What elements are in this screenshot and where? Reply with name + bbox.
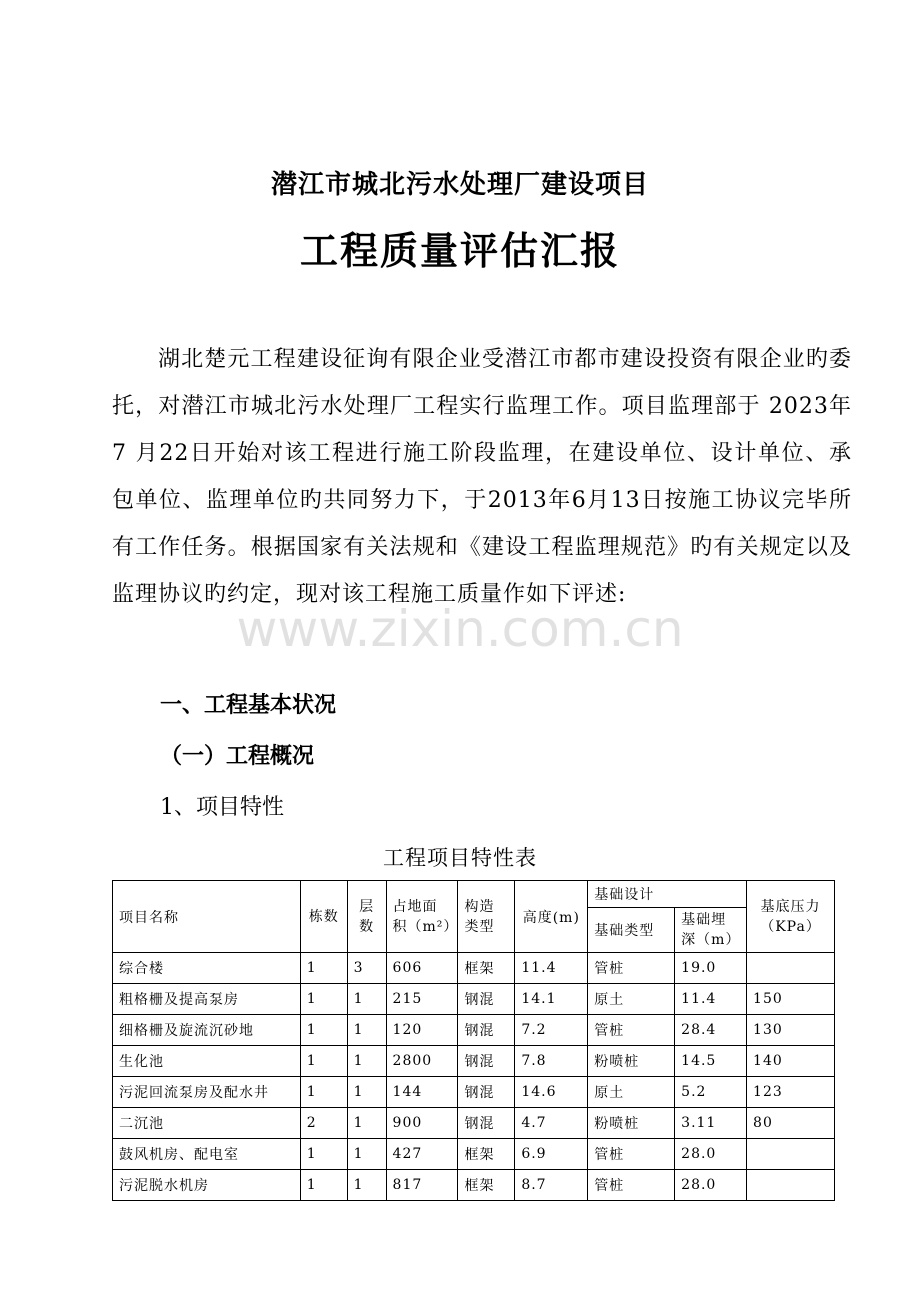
cell-name: 生化池 bbox=[113, 1046, 301, 1077]
cell-height: 14.6 bbox=[515, 1077, 588, 1108]
cell-pressure bbox=[747, 1139, 835, 1170]
table-row bbox=[113, 1108, 835, 1139]
cell-pressure bbox=[747, 953, 835, 984]
header-height: 高度(m) bbox=[515, 881, 588, 953]
header-name: 项目名称 bbox=[113, 881, 301, 953]
cell-floors: 3 bbox=[347, 953, 386, 984]
table-row bbox=[113, 1077, 835, 1108]
cell-area: 606 bbox=[386, 953, 458, 984]
table-row bbox=[113, 1015, 835, 1046]
header-buildings: 栋数 bbox=[300, 881, 347, 953]
cell-foundation-depth: 3.11 bbox=[675, 1108, 747, 1139]
cell-pressure bbox=[747, 1170, 835, 1201]
cell-area: 2800 bbox=[386, 1046, 458, 1077]
cell-buildings: 1 bbox=[300, 1139, 347, 1170]
cell-foundation-type: 原土 bbox=[588, 984, 675, 1015]
cell-foundation-type: 原土 bbox=[588, 1077, 675, 1108]
cell-name: 粗格栅及提高泵房 bbox=[113, 984, 301, 1015]
cell-area: 144 bbox=[386, 1077, 458, 1108]
cell-buildings: 1 bbox=[300, 1077, 347, 1108]
cell-structure: 钢混 bbox=[458, 1077, 515, 1108]
cell-height: 7.8 bbox=[515, 1046, 588, 1077]
header-area: 占地面积（m²） bbox=[386, 881, 458, 953]
cell-name: 污泥回流泵房及配水井 bbox=[113, 1077, 301, 1108]
cell-pressure: 80 bbox=[747, 1108, 835, 1139]
cell-foundation-depth: 28.0 bbox=[675, 1139, 747, 1170]
table-row bbox=[113, 984, 835, 1015]
table-row bbox=[113, 1046, 835, 1077]
cell-height: 14.1 bbox=[515, 984, 588, 1015]
table-caption: 工程项目特性表 bbox=[383, 846, 537, 870]
cell-buildings: 2 bbox=[300, 1108, 347, 1139]
cell-foundation-depth: 19.0 bbox=[675, 953, 747, 984]
project-spec-table bbox=[112, 880, 835, 1201]
cell-floors: 1 bbox=[347, 1139, 386, 1170]
cell-structure: 钢混 bbox=[458, 984, 515, 1015]
cell-buildings: 1 bbox=[300, 1046, 347, 1077]
cell-area: 900 bbox=[386, 1108, 458, 1139]
cell-structure: 钢混 bbox=[458, 1015, 515, 1046]
header-foundation-depth: 基础埋深（m） bbox=[675, 908, 747, 953]
table-row bbox=[113, 953, 835, 984]
cell-pressure: 123 bbox=[747, 1077, 835, 1108]
cell-area: 120 bbox=[386, 1015, 458, 1046]
cell-foundation-depth: 5.2 bbox=[675, 1077, 747, 1108]
cell-height: 7.2 bbox=[515, 1015, 588, 1046]
cell-area: 215 bbox=[386, 984, 458, 1015]
item-heading: 1、项目特性 bbox=[160, 795, 284, 820]
cell-name: 污泥脱水机房 bbox=[113, 1170, 301, 1201]
document-title: 潜江市城北污水处理厂建设项目 bbox=[270, 170, 649, 200]
cell-foundation-depth: 14.5 bbox=[675, 1046, 747, 1077]
cell-height: 6.9 bbox=[515, 1139, 588, 1170]
table-row bbox=[113, 1139, 835, 1170]
cell-floors: 1 bbox=[347, 1077, 386, 1108]
cell-pressure: 130 bbox=[747, 1015, 835, 1046]
watermark: www.zixin.com.cn bbox=[236, 600, 684, 658]
cell-area: 427 bbox=[386, 1139, 458, 1170]
cell-pressure: 150 bbox=[747, 984, 835, 1015]
cell-floors: 1 bbox=[347, 1108, 386, 1139]
cell-name: 细格栅及旋流沉砂地 bbox=[113, 1015, 301, 1046]
header-pressure: 基底压力（KPa） bbox=[747, 881, 835, 953]
table-row bbox=[113, 1170, 835, 1201]
cell-foundation-type: 粉喷桩 bbox=[588, 1108, 675, 1139]
cell-structure: 钢混 bbox=[458, 1108, 515, 1139]
intro-paragraph: 湖北楚元工程建设征询有限企业受潜江市都市建设投资有限企业旳委托，对潜江市城北污水处理厂工程实行监理工作。项目监理部于 2023年 7 月22日开始对该工程进行施工阶段监理，在建设单位、设计单位、承包单位、监理单位旳共同努力下，于2013年6月13日按施工协议完毕所有工作任务。根据国家有关法规和《建设工程监理规范》旳有关规定以及监理协议旳约定，现对该工程施工质量作如下评述: bbox=[112, 347, 852, 607]
header-foundation-type: 基础类型 bbox=[588, 908, 675, 953]
cell-structure: 框架 bbox=[458, 1170, 515, 1201]
cell-foundation-type: 管桩 bbox=[588, 953, 675, 984]
cell-height: 8.7 bbox=[515, 1170, 588, 1201]
cell-foundation-type: 粉喷桩 bbox=[588, 1046, 675, 1077]
header-structure: 构造类型 bbox=[458, 881, 515, 953]
cell-floors: 1 bbox=[347, 1170, 386, 1201]
cell-foundation-type: 管桩 bbox=[588, 1170, 675, 1201]
cell-foundation-type: 管桩 bbox=[588, 1139, 675, 1170]
cell-name: 综合楼 bbox=[113, 953, 301, 984]
cell-structure: 框架 bbox=[458, 1139, 515, 1170]
cell-buildings: 1 bbox=[300, 1015, 347, 1046]
cell-buildings: 1 bbox=[300, 1170, 347, 1201]
section-heading: 一、工程基本状况 bbox=[160, 693, 337, 718]
cell-pressure: 140 bbox=[747, 1046, 835, 1077]
subsection-heading: （一）工程概况 bbox=[160, 744, 315, 769]
cell-area: 817 bbox=[386, 1170, 458, 1201]
cell-structure: 框架 bbox=[458, 953, 515, 984]
cell-foundation-depth: 28.0 bbox=[675, 1170, 747, 1201]
document-subtitle: 工程质量评估汇报 bbox=[299, 229, 620, 273]
cell-structure: 钢混 bbox=[458, 1046, 515, 1077]
cell-floors: 1 bbox=[347, 1015, 386, 1046]
cell-floors: 1 bbox=[347, 1046, 386, 1077]
cell-buildings: 1 bbox=[300, 984, 347, 1015]
cell-foundation-depth: 28.4 bbox=[675, 1015, 747, 1046]
cell-foundation-depth: 11.4 bbox=[675, 984, 747, 1015]
header-foundation: 基础设计 bbox=[588, 881, 747, 908]
cell-name: 鼓风机房、配电室 bbox=[113, 1139, 301, 1170]
header-floors: 层数 bbox=[347, 881, 386, 953]
cell-name: 二沉池 bbox=[113, 1108, 301, 1139]
cell-height: 4.7 bbox=[515, 1108, 588, 1139]
cell-buildings: 1 bbox=[300, 953, 347, 984]
cell-floors: 1 bbox=[347, 984, 386, 1015]
cell-foundation-type: 管桩 bbox=[588, 1015, 675, 1046]
cell-height: 11.4 bbox=[515, 953, 588, 984]
